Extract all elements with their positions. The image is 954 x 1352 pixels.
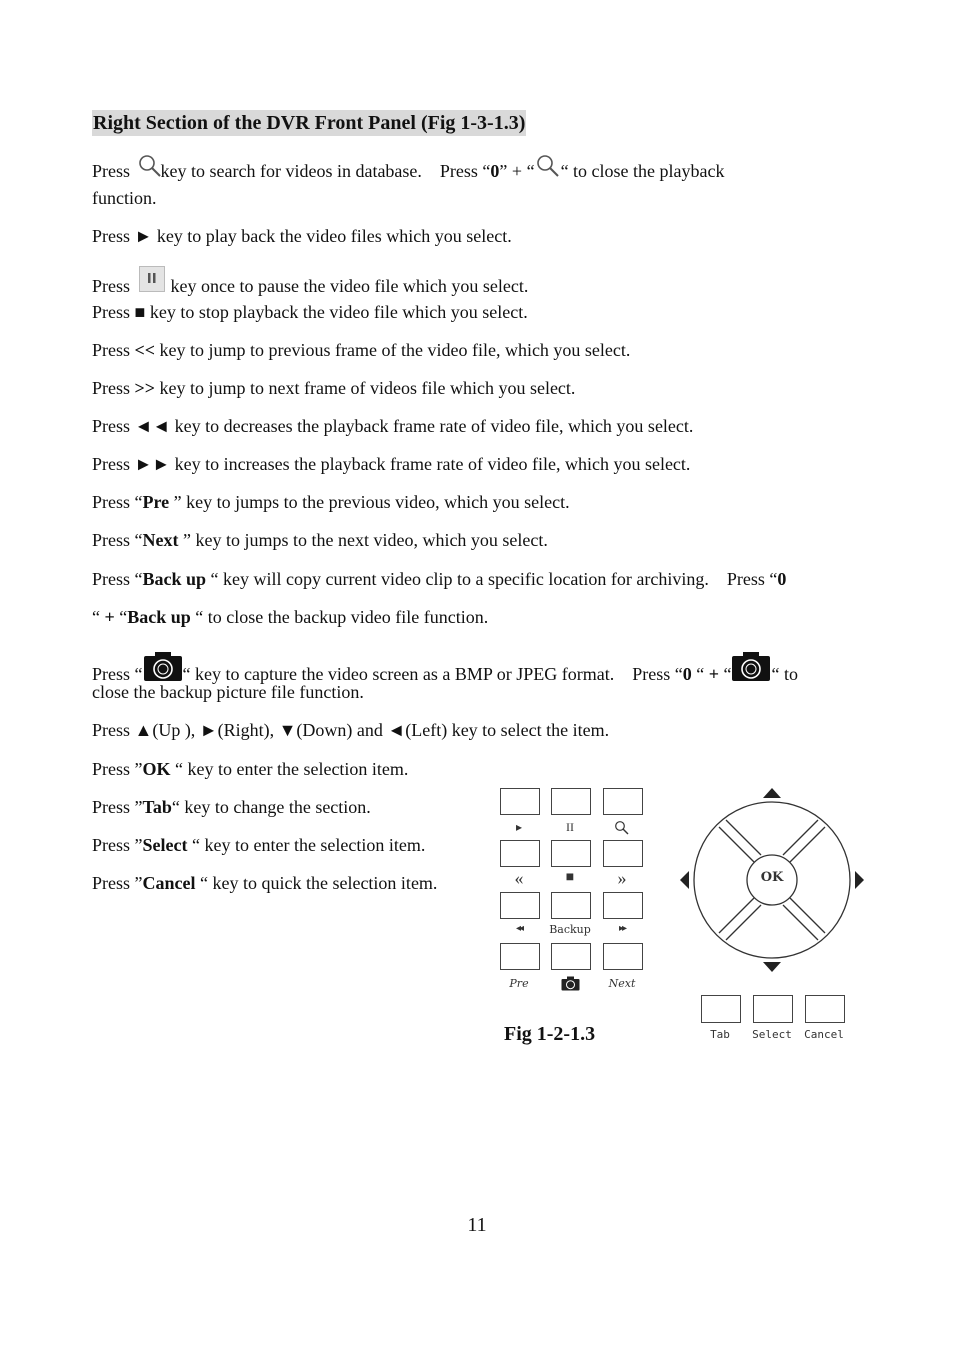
text: OK bbox=[142, 759, 171, 779]
text: “ to close the playback bbox=[560, 161, 725, 181]
text: + bbox=[708, 664, 719, 684]
backup-key-line bbox=[92, 568, 786, 590]
text: Back up bbox=[142, 569, 207, 589]
text: “ key to capture the video screen as a BMP or JPEG format. Press “ bbox=[182, 664, 683, 684]
panel-key bbox=[551, 943, 591, 970]
text-line: close the backup picture file function. bbox=[92, 682, 364, 702]
panel-key bbox=[500, 892, 540, 919]
text: Back up bbox=[127, 607, 191, 627]
down-arrow-icon bbox=[763, 962, 781, 972]
text: “ key to enter the selection item. bbox=[175, 759, 409, 779]
text: ” key to jumps to the previous video, which you select. bbox=[173, 492, 570, 512]
play-label: ▸ bbox=[515, 820, 523, 834]
pre-key-line bbox=[92, 491, 570, 513]
text: Press bbox=[92, 276, 131, 296]
tab-key bbox=[701, 995, 741, 1023]
next-frame-line bbox=[92, 377, 575, 399]
slow-label: ◂◂ bbox=[515, 923, 523, 934]
text: “ to bbox=[771, 664, 798, 684]
up-arrow-icon bbox=[763, 788, 781, 798]
text: + bbox=[104, 607, 115, 627]
text: “ key will copy current video clip to a specific location for archiving. Press “ bbox=[210, 569, 778, 589]
slow-line: Press ◄◄ key to decreases the playback frame rate of video file, which you select. bbox=[92, 416, 694, 436]
cancel-key bbox=[805, 995, 845, 1023]
text: Press “ bbox=[92, 530, 143, 550]
stop-key-line: Press ■ key to stop playback the video file which you select. bbox=[92, 302, 528, 322]
prev-frame-label: « bbox=[514, 868, 524, 888]
stop-label: ■ bbox=[565, 870, 575, 885]
text: Press bbox=[92, 161, 131, 181]
section-heading: Right Section of the DVR Front Panel (Fig 1-3-1.3) bbox=[93, 112, 526, 134]
next-label: Next bbox=[608, 977, 636, 990]
text: key to jump to previous frame of the video file, which you select. bbox=[159, 340, 631, 360]
text: “ bbox=[119, 607, 128, 627]
text: 0 bbox=[682, 664, 692, 684]
arrow-keys-line: Press ▲(Up ), ►(Right), ▼(Down) and ◄(Left) key to select the item. bbox=[92, 720, 610, 740]
text: Next bbox=[142, 530, 179, 550]
figure-caption: Fig 1-2-1.3 bbox=[504, 1023, 596, 1045]
panel-key bbox=[500, 788, 540, 815]
cancel-label: Cancel bbox=[804, 1028, 844, 1041]
text: 0 bbox=[490, 161, 500, 181]
panel-key bbox=[603, 943, 643, 970]
panel-key bbox=[500, 943, 540, 970]
text: Press bbox=[92, 340, 131, 360]
text: << bbox=[134, 340, 156, 360]
text: key to search for videos in database. Press “ bbox=[160, 161, 491, 181]
text: Press ” bbox=[92, 873, 143, 893]
pre-label: Pre bbox=[509, 977, 529, 990]
panel-key bbox=[500, 840, 540, 867]
play-key-line: Press ► key to play back the video files which you select. bbox=[92, 226, 512, 246]
text: Press ” bbox=[92, 835, 143, 855]
panel-key bbox=[551, 892, 591, 919]
capture-key-line bbox=[92, 650, 798, 685]
next-key-line bbox=[92, 529, 548, 551]
text: Press ” bbox=[92, 759, 143, 779]
text: Press “ bbox=[92, 664, 143, 684]
panel-key bbox=[603, 840, 643, 867]
text: Cancel bbox=[142, 873, 196, 893]
text: Press “ bbox=[92, 569, 143, 589]
select-key bbox=[753, 995, 793, 1023]
select-key-line bbox=[92, 834, 425, 856]
tab-label: Tab bbox=[710, 1028, 730, 1041]
cancel-key-line bbox=[92, 872, 437, 894]
text: Press “ bbox=[92, 492, 143, 512]
text-line: function. bbox=[92, 188, 157, 208]
next-frame-label: » bbox=[617, 868, 627, 888]
select-label: Select bbox=[752, 1028, 792, 1041]
text: “ key to enter the selection item. bbox=[191, 835, 426, 855]
text: “ bbox=[696, 664, 705, 684]
left-arrow-icon bbox=[680, 871, 689, 889]
text: Tab bbox=[142, 797, 172, 817]
prev-frame-line bbox=[92, 339, 630, 361]
text: “ bbox=[723, 664, 732, 684]
text: “ to close the backup video file function. bbox=[195, 607, 489, 627]
text: key once to pause the video file which you select. bbox=[170, 276, 529, 296]
text: ” key to jumps to the next video, which you select. bbox=[182, 530, 548, 550]
pause-label: II bbox=[566, 820, 574, 834]
panel-key bbox=[551, 788, 591, 815]
panel-key bbox=[551, 840, 591, 867]
search-icon bbox=[535, 153, 561, 179]
text: Press bbox=[92, 378, 131, 398]
text: key to jump to next frame of videos file which you select. bbox=[159, 378, 576, 398]
text: Pre bbox=[142, 492, 170, 512]
text: ” + “ bbox=[499, 161, 535, 181]
pause-icon bbox=[139, 266, 165, 292]
text: “ key to change the section. bbox=[171, 797, 371, 817]
search-icon bbox=[137, 153, 163, 179]
camera-icon bbox=[731, 650, 771, 682]
text: >> bbox=[134, 378, 156, 398]
text: “ bbox=[92, 607, 100, 627]
ok-label: OK bbox=[760, 870, 784, 885]
camera-icon bbox=[561, 976, 580, 991]
search-key-line bbox=[92, 153, 725, 182]
camera-icon bbox=[143, 650, 183, 682]
backup-label: Backup bbox=[549, 923, 591, 936]
text: 0 bbox=[777, 569, 787, 589]
right-arrow-icon bbox=[855, 871, 864, 889]
pause-key-line bbox=[92, 266, 528, 297]
fast-line: Press ►► key to increases the playback frame rate of video file, which you select. bbox=[92, 454, 691, 474]
backup-close-line bbox=[92, 606, 488, 628]
search-icon bbox=[614, 820, 630, 836]
ok-key-line bbox=[92, 758, 408, 780]
panel-key bbox=[603, 788, 643, 815]
text: Press ” bbox=[92, 797, 143, 817]
page-number: 11 bbox=[467, 1214, 487, 1236]
tab-key-line bbox=[92, 796, 371, 818]
panel-key bbox=[603, 892, 643, 919]
text: “ key to quick the selection item. bbox=[200, 873, 438, 893]
fast-label: ▸▸ bbox=[618, 923, 626, 934]
text: Select bbox=[142, 835, 188, 855]
